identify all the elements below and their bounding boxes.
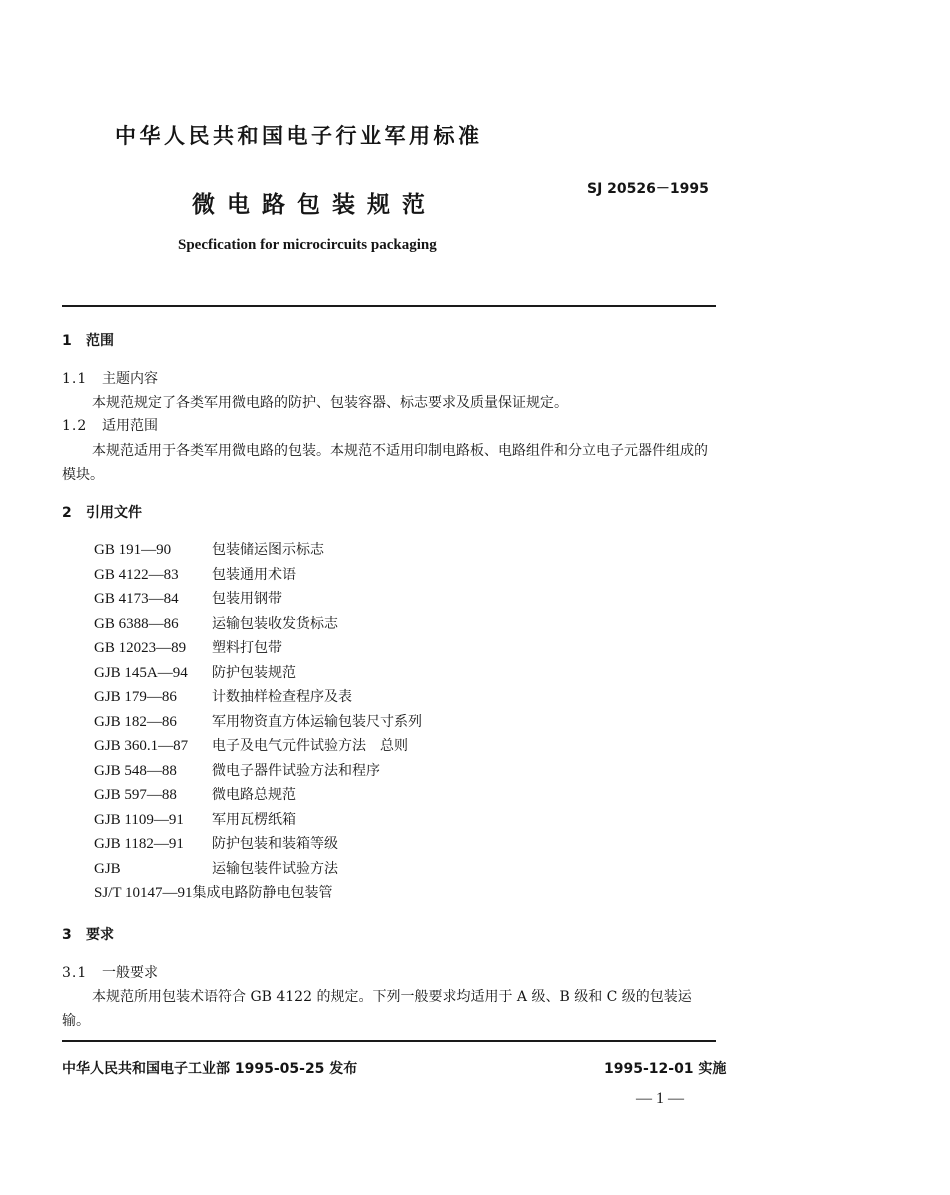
reference-item [94,881,422,906]
section-3-heading [62,924,114,944]
reference-item [94,857,422,882]
subsection-title: 一般要求 [102,965,158,981]
reference-code: GJB 548—88 [94,762,177,779]
reference-name: 电子及电气元件试验方法 总则 [212,738,408,754]
reference-name: 塑料打包带 [212,640,282,656]
reference-name: 集成电路防静电包装管 [192,885,333,901]
effective-date-line: 1995-12-01 实施 [604,1061,727,1077]
page-number: — 1 — [636,1090,684,1107]
reference-name: 军用物资直方体运输包装尺寸系列 [212,713,422,730]
reference-code: GB 4173—84 [94,591,179,607]
footer-divider [62,1040,716,1042]
reference-name: 包装用钢带 [212,591,282,607]
standard-number: SJ 20526－1995 [587,181,709,197]
section-title: 要求 [86,927,114,943]
reference-item [94,759,422,784]
reference-code: GJB 182—86 [94,713,177,730]
reference-item [94,636,422,661]
reference-item [94,563,422,588]
reference-code: GJB 1109—91 [94,811,184,828]
reference-code: GJB 360.1—87 [94,738,189,754]
subsection-number: 1.2 [62,418,88,434]
reference-name: 防护包装规范 [212,664,296,681]
subsection-1-1-heading [62,368,158,388]
header-divider [62,305,716,307]
reference-name: 运输包装收发货标志 [212,615,338,632]
subsection-3-1-heading [62,962,158,982]
reference-item [94,661,422,686]
reference-code: GJB 597—88 [94,787,177,803]
issuing-standard-header: 中华人民共和国电子行业军用标准 [115,124,483,148]
reference-name: 包装储运图示标志 [212,542,324,558]
subsection-title: 主题内容 [102,371,158,387]
section-2-heading [62,502,142,522]
section-number: 1 [62,333,72,349]
reference-name: 计数抽样检查程序及表 [212,689,352,705]
reference-name: 包装通用术语 [212,566,296,583]
referenced-documents-list [94,538,422,906]
reference-name: 运输包装件试验方法 [212,860,338,877]
reference-code: GJB 145A—94 [94,664,188,681]
reference-code: GJB 179—86 [94,689,177,705]
subsection-number: 1.1 [62,371,88,387]
subsection-number: 3.1 [62,965,88,981]
reference-code: GB 191—90 [94,542,172,558]
subsection-title: 适用范围 [102,418,158,434]
reference-name: 防护包装和装箱等级 [212,836,338,852]
reference-item [94,538,422,563]
reference-item [94,783,422,808]
english-title: Specfication for microcircuits packaging [178,237,437,253]
reference-item [94,808,422,833]
issue-date-line: 中华人民共和国电子工业部 1995-05-25 发布 [62,1061,358,1077]
subsection-1-2-text: 本规范适用于各类军用微电路的包装。本规范不适用印制电路板、电路组件和分立电子元器件组成的模块。 [62,443,708,483]
reference-name: 军用瓦楞纸箱 [212,811,296,828]
section-number: 2 [62,505,72,521]
reference-item [94,612,422,637]
reference-code: SJ/T 10147—91 [94,885,193,901]
reference-item [94,710,422,735]
subsection-1-2-heading [62,415,158,435]
document-title: 微电路包装规范 [192,192,437,218]
reference-item [94,832,422,857]
reference-item [94,587,422,612]
section-title: 范围 [86,333,114,349]
reference-item [94,734,422,759]
reference-code: GB 4122—83 [94,566,179,583]
subsection-3-1-text: 本规范所用包装术语符合 GB 4122 的规定。下列一般要求均适用于 A 级、B 级和 C 级的包装运输。 [62,989,692,1029]
reference-name: 微电子器件试验方法和程序 [212,762,380,779]
section-title: 引用文件 [86,505,142,521]
reference-code: GB 12023—89 [94,640,187,656]
reference-name: 微电路总规范 [212,787,296,803]
reference-item [94,685,422,710]
section-number: 3 [62,927,72,943]
section-1-heading [62,330,114,350]
subsection-1-1-text: 本规范规定了各类军用微电路的防护、包装容器、标志要求及质量保证规定。 [92,395,568,411]
reference-code: GJB [94,860,121,877]
reference-code: GB 6388—86 [94,615,179,632]
reference-code: GJB 1182—91 [94,836,184,852]
